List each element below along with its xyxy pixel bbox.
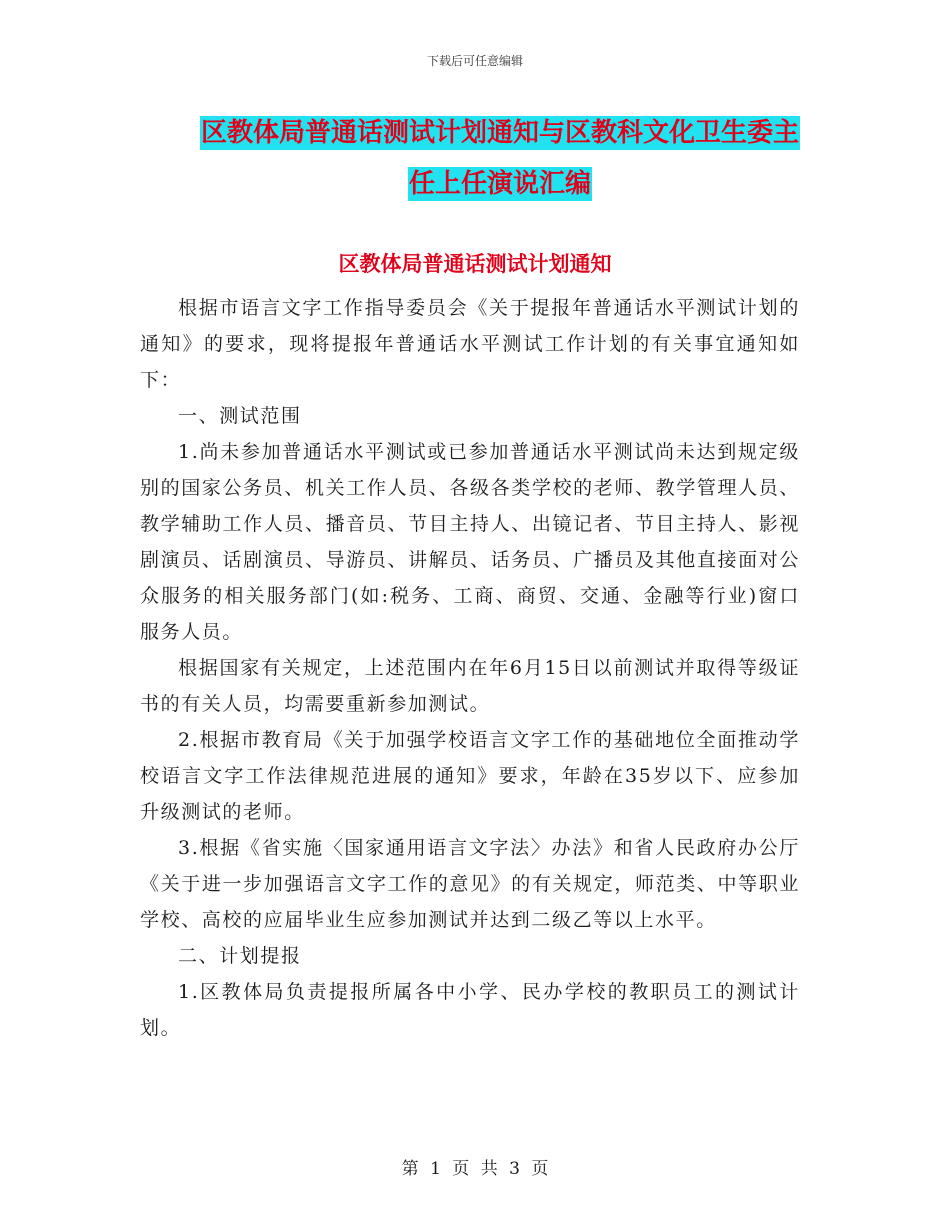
page-number: 第 1 页 共 3 页 [401, 1159, 549, 1179]
paragraph-scope-note: 根据国家有关规定，上述范围内在年6月15日以前测试并取得等级证书的有关人员，均需要重新参加测试。 [140, 657, 800, 715]
paragraph-scope-item-1: 1.尚未参加普通话水平测试或已参加普通话水平测试尚未达到规定级别的国家公务员、机关工作人员、各级各类学校的老师、教学管理人员、教学辅助工作人员、播音员、节目主持人、出镜记者、节目主持人、影视剧演员、话剧演员、导游员、讲解员、话务员、广播员及其他直接面对公众服务的相关服务部门(如:税务、工商、商贸、交通、金融等行业)窗口服务人员。 [140, 441, 800, 643]
heading-test-scope: 一、测试范围 [178, 405, 302, 427]
document-title-line-2: 任上任演说汇编 [408, 169, 591, 199]
paragraph-plan-item-1: 1.区教体局负责提报所属各中小学、民办学校的教职员工的测试计划。 [140, 981, 800, 1039]
document-title-line-1: 区教体局普通话测试计划通知与区教科文化卫生委主 [200, 118, 799, 148]
download-note: 下载后可任意编辑 [426, 54, 523, 68]
paragraph-scope-item-3: 3.根据《省实施〈国家通用语言文字法〉办法》和省人民政府办公厅《关于进一步加强语言文字工作的意见》的有关规定，师范类、中等职业学校、高校的应届毕业生应参加测试并达到二级乙等以上水平。 [140, 837, 800, 931]
paragraph-scope-item-2: 2.根据市教育局《关于加强学校语言文字工作的基础地位全面推动学校语言文字工作法律规范进展的通知》要求，年龄在35岁以下、应参加升级测试的老师。 [140, 729, 800, 823]
section-title: 区教体局普通话测试计划通知 [338, 252, 612, 276]
document-title [140, 108, 860, 210]
heading-plan-submission: 二、计划提报 [178, 945, 302, 967]
paragraph-intro: 根据市语言文字工作指导委员会《关于提报年普通话水平测试计划的通知》的要求，现将提报年普通话水平测试工作计划的有关事宜通知如下： [140, 297, 800, 391]
document-body [140, 290, 800, 1046]
